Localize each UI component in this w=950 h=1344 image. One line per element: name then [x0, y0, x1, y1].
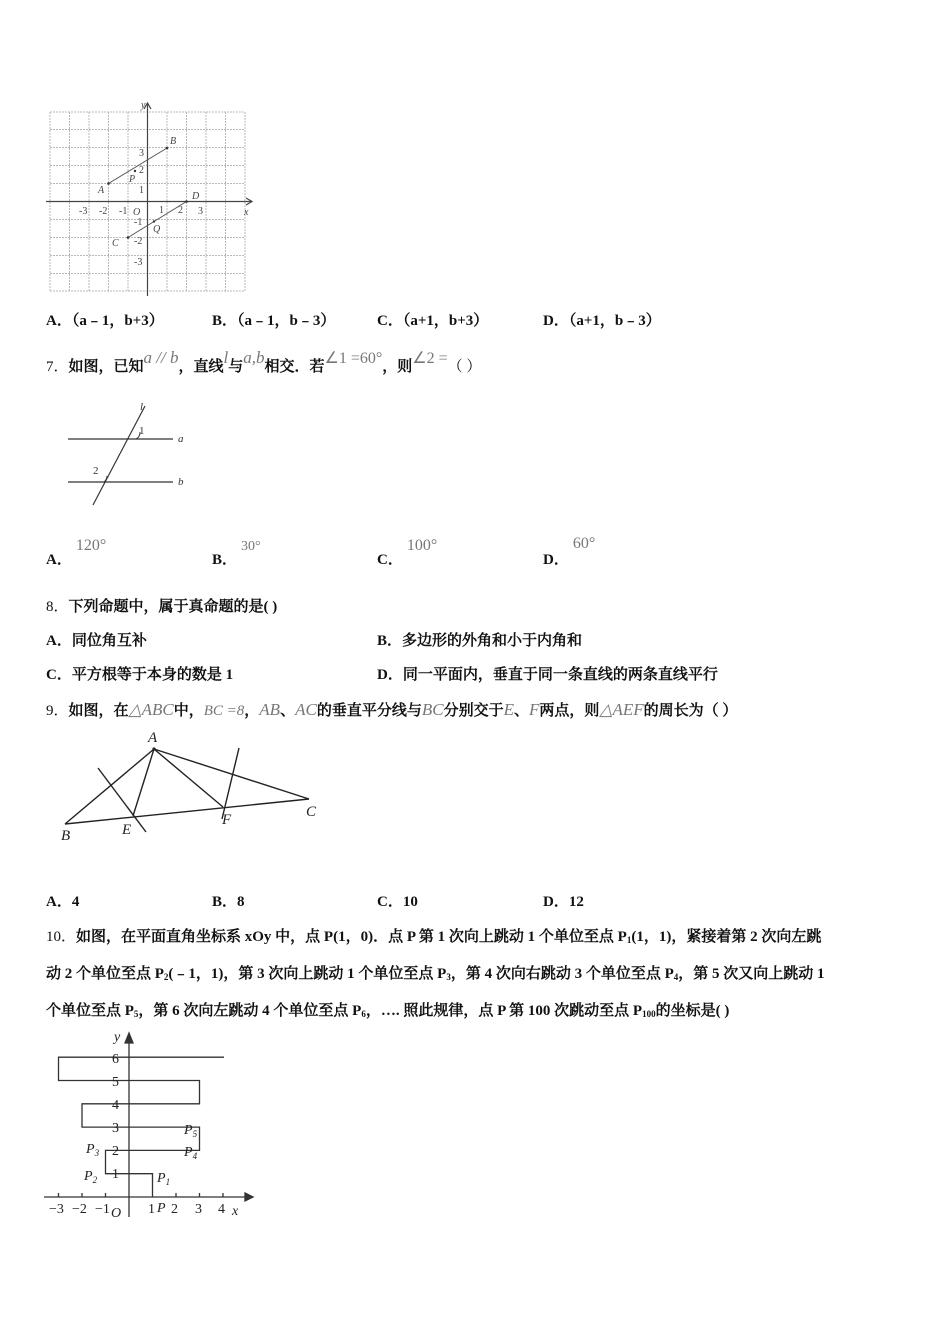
svg-text:6: 6 — [112, 1052, 119, 1067]
y-axis-label: y — [114, 1030, 121, 1045]
svg-text:-1: -1 — [119, 206, 128, 217]
svg-text:3: 3 — [195, 1202, 202, 1217]
q9-triangle-figure — [50, 726, 340, 850]
q10-stem-line3: 个单位至点 $P_5$，第 6 次向左跳动 4 个单位至点 $P_6$，…. 照此规律，点 P 第 100 次跳动至点 $P_{100}$的坐标是( ) — [46, 1003, 730, 1019]
q10-stem-line1: 10．如图，在平面直角坐标系 xOy 中，点 P(1，0)．点 P 第 1 次向上跳动 1 个单位至点 $P_1(1$，1)，紧接着第 2 次向左跳 — [46, 929, 822, 945]
svg-text:−3: −3 — [49, 1202, 64, 1217]
point-p-label: P — [129, 174, 136, 185]
svg-text:−1: −1 — [95, 1202, 110, 1217]
q9-stem: 9．如图，在△ABC中，BC =8，AB、AC的垂直平分线与BC分别交于E、F两点，则△AEF的周长为（ ） — [46, 700, 738, 719]
q7-option-b[interactable]: B．30° — [212, 539, 261, 568]
svg-text:2: 2 — [178, 205, 183, 216]
svg-text:4: 4 — [112, 1098, 119, 1113]
p2-label: $P_2$ — [84, 1169, 98, 1185]
point-p-label: P — [157, 1201, 166, 1216]
p3-label: $P_3$ — [86, 1142, 100, 1158]
question-number: 7． — [46, 359, 69, 375]
q9-option-a[interactable]: A．4 — [46, 894, 80, 910]
q6-option-b[interactable]: B．（a﹣1，b﹣3） — [212, 313, 336, 329]
math-angle1: ∠1 =60° — [324, 350, 383, 367]
point-q-label: Q — [153, 224, 161, 235]
svg-text:1: 1 — [159, 205, 164, 216]
point-f-label: F — [222, 812, 232, 828]
vertex-c-label: C — [306, 804, 317, 820]
svg-text:5: 5 — [112, 1075, 119, 1090]
svg-text:2: 2 — [171, 1202, 178, 1217]
q6-option-d[interactable]: D．（a+1，b﹣3） — [543, 313, 661, 329]
svg-text:3: 3 — [198, 206, 203, 217]
p4-label: $P_4$ — [184, 1145, 198, 1161]
q8-option-a[interactable]: A．同位角互补 — [46, 633, 147, 649]
point-c-label: C — [112, 238, 119, 249]
svg-text:1: 1 — [112, 1167, 119, 1182]
svg-text:a: a — [178, 433, 184, 445]
x-axis-label: x — [232, 1204, 239, 1219]
svg-text:b: b — [178, 476, 184, 488]
q6-coordinate-grid-figure — [46, 98, 256, 298]
svg-text:2: 2 — [93, 465, 99, 477]
math-a-b: a,b — [243, 348, 265, 367]
math-line-l: l — [223, 348, 229, 367]
q10-jump-path-figure — [40, 1027, 260, 1223]
q8-option-d[interactable]: D．同一平面内，垂直于同一条直线的两条直线平行 — [377, 667, 718, 683]
q6-option-a[interactable]: A．（a﹣1，b+3） — [46, 313, 164, 329]
svg-text:-3: -3 — [134, 257, 143, 268]
q7-option-a[interactable]: A．120° — [46, 537, 107, 568]
math-a-parallel-b: a // b — [143, 348, 179, 367]
svg-text:3: 3 — [139, 148, 144, 159]
svg-text:1: 1 — [148, 1202, 155, 1217]
q8-option-c[interactable]: C．平方根等于本身的数是 1 — [46, 667, 234, 683]
svg-text:1: 1 — [139, 425, 145, 437]
vertex-b-label: B — [61, 828, 71, 844]
svg-text:O: O — [133, 207, 141, 218]
math-angle2: ∠2 = — [412, 350, 448, 367]
point-e-label: E — [122, 822, 132, 838]
q9-option-d[interactable]: D．12 — [543, 894, 584, 910]
q7-stem: 7．如图，已知a // b，直线l与a,b相交．若∠1 =60°，则∠2 =（ ） — [46, 348, 482, 375]
q6-option-c[interactable]: C．（a+1，b+3） — [377, 313, 489, 329]
svg-text:-2: -2 — [134, 236, 143, 247]
svg-text:-1: -1 — [134, 217, 143, 228]
x-axis-label: x — [244, 207, 249, 218]
svg-text:1: 1 — [139, 185, 144, 196]
svg-text:4: 4 — [218, 1202, 225, 1217]
svg-text:-2: -2 — [99, 206, 108, 217]
svg-text:3: 3 — [112, 1121, 119, 1136]
point-b-label: B — [170, 136, 177, 147]
svg-text:2: 2 — [112, 1144, 119, 1159]
svg-text:-3: -3 — [79, 206, 88, 217]
p1-label: $P_1$ — [157, 1171, 171, 1187]
vertex-a-label: A — [148, 730, 158, 746]
q8-option-b[interactable]: B．多边形的外角和小于内角和 — [377, 633, 583, 649]
q9-option-c[interactable]: C．10 — [377, 894, 418, 910]
q9-option-b[interactable]: B．8 — [212, 894, 245, 910]
svg-text:−2: −2 — [72, 1202, 87, 1217]
q10-stem-line2: 动 2 个单位至点 $P_2(﹣1$，1)，第 3 次向上跳动 1 个单位至点 $P_3$，第 4 次向右跳动 3 个单位至点 $P_4$，第 5 次又向上跳动 1 — [46, 966, 825, 982]
svg-text:2: 2 — [139, 165, 144, 176]
p5-label: $P_5$ — [184, 1123, 198, 1139]
point-a-label: A — [98, 185, 105, 196]
y-axis-label: y — [141, 100, 146, 111]
q7-parallel-lines-figure — [60, 398, 200, 510]
point-d-label: D — [192, 191, 200, 202]
q8-stem: 8．下列命题中，属于真命题的是( ) — [46, 599, 278, 615]
q7-option-d[interactable]: D．60° — [543, 535, 596, 568]
svg-text:O: O — [111, 1206, 122, 1221]
q7-option-c[interactable]: C．100° — [377, 537, 438, 568]
svg-text:l: l — [140, 401, 144, 413]
